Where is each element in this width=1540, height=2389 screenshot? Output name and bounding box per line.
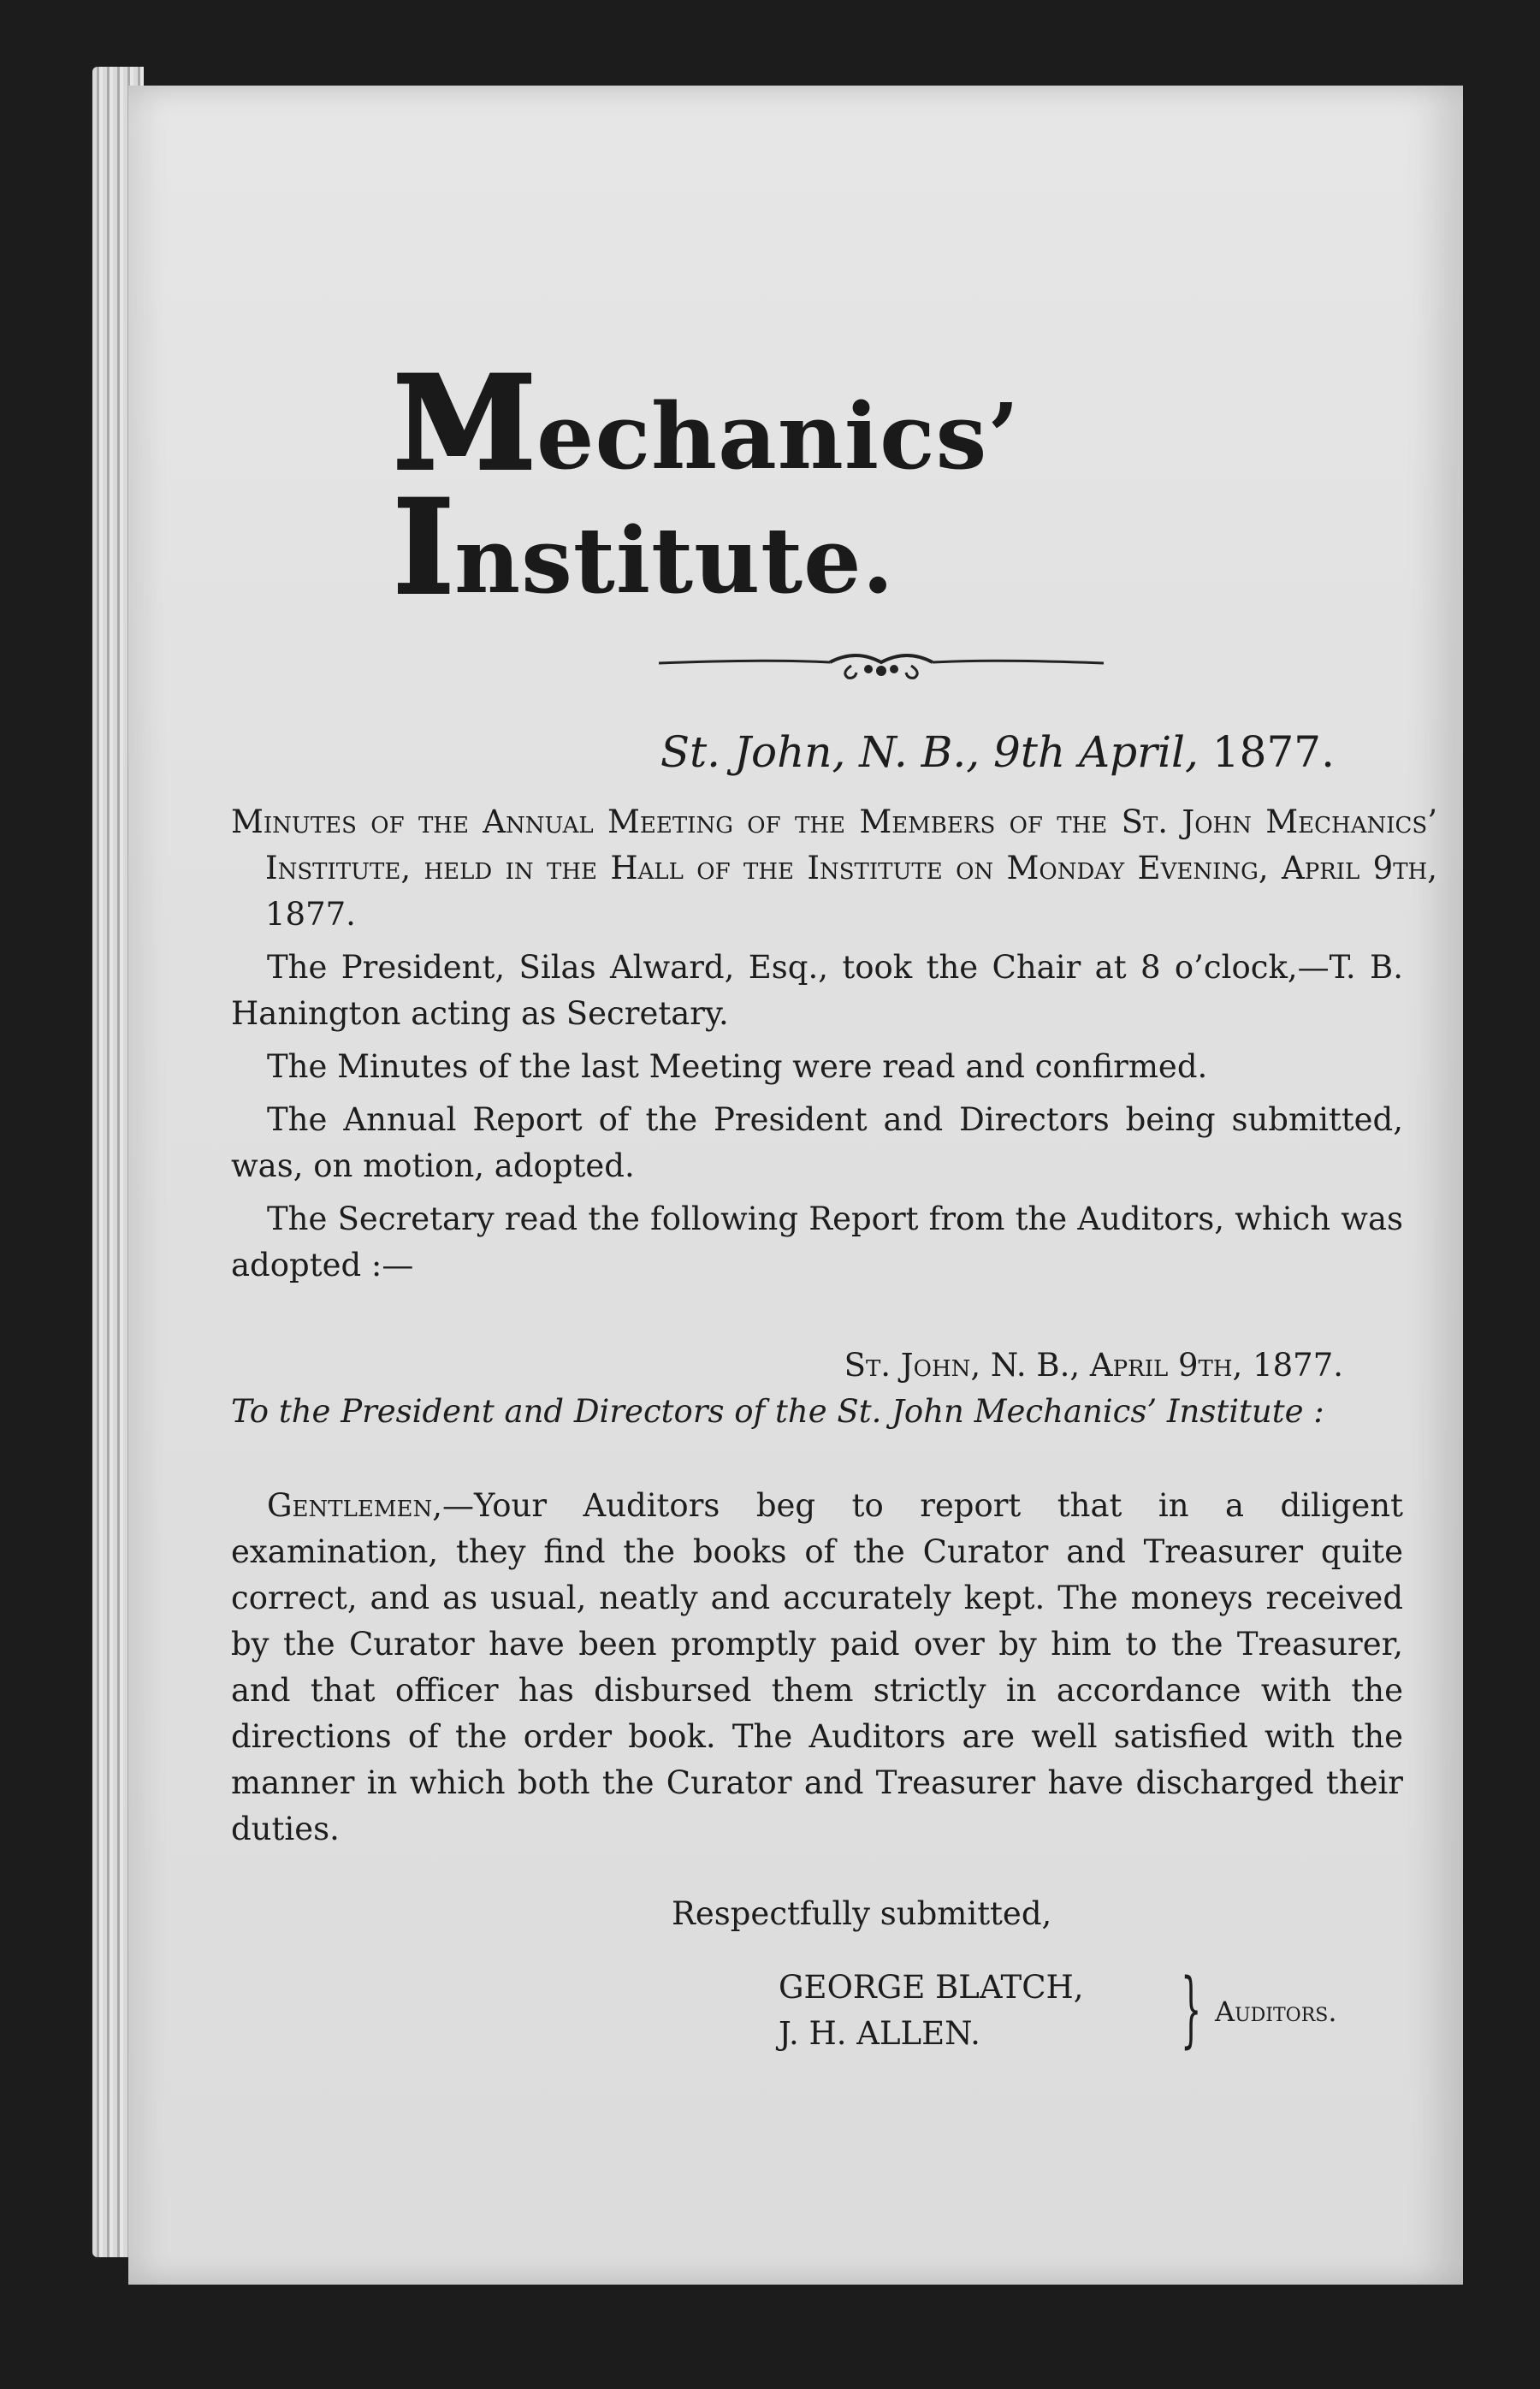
minutes-paragraph-auditors-report: The Secretary read the following Report from the Auditors, which was adopted :— [231,1200,1403,1283]
minutes-paragraph-annual-report: The Annual Report of the President and Directors being submitted, was, on motion, adopted. [231,1101,1403,1184]
minutes-paragraph-confirmed: The Minutes of the last Meeting were read and confirmed. [267,1048,1208,1085]
title-initial-m: M [394,348,537,499]
report-date: St. John, N. B., April 9th, 1877. [844,1347,1343,1384]
page-content [231,348,1437,2067]
brace-icon: } [1181,1961,1202,2057]
dateline-text: St. John, N. B., 9th April, [660,727,1199,777]
signatory-allen: J. H. ALLEN. [779,2015,980,2052]
signatory-role: Auditors. [1215,1995,1337,2028]
title-initial-i: I [394,472,455,623]
minutes-paragraph-chair: The President, Silas Alward, Esq., took the Chair at 8 o’clock,—T. B. Hanington acting as Secretary. [231,949,1403,1032]
report-addressee: To the President and Directors of the St. John Mechanics’ Institute : [231,1393,1324,1430]
minutes-heading: Minutes of the Annual Meeting of the Members of the St. John Mechanics’ Institute, held in the Hall of the Institute on Monday Evening, April 9th, 1877. [231,803,1437,933]
title-word-institute: nstitute. [454,507,895,614]
title-word-mechanics: echanics’ [536,382,1021,489]
dateline [231,727,1335,777]
signatory-blatch: GEORGE BLATCH, [779,1969,1084,2006]
ornamental-rule-icon [659,642,1104,685]
dateline-year: 1877. [1211,727,1335,777]
signature-block [779,1961,1395,2067]
report-body [231,1483,1403,1853]
report-closing: Respectfully submitted, [672,1895,1052,1932]
page-title [394,348,1395,623]
report-body-text: —Your Auditors beg to report that in a diligent examination, they find the books of the Curator and Treasurer quite correct, and as usual, neatly and accurately kept. The moneys received by the Curator have been promptly paid over by him to the Treasurer, and that officer has disbursed them strictly in accordance with the directions of the order book. The Auditors are well satisfied with the manner in which both the Curator and Treasurer have discharged their duties. [231,1487,1403,1847]
report-salutation: Gentlemen, [267,1487,442,1524]
